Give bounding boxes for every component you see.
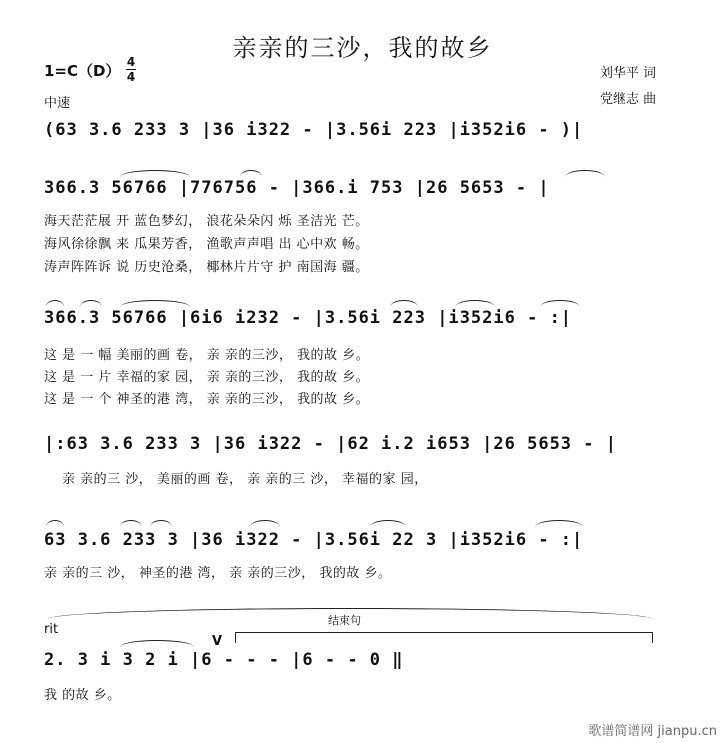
watermark: 歌谱简谱网 jianpu.cn [588,724,717,739]
notes-line-6: 2. 3 i 3 2 i |6 - - - |6 - - 0 ‖ [44,650,404,670]
key-signature: 1=C（D） [44,62,121,80]
time-signature-bottom: 4 [126,70,136,84]
breath-mark: V [212,634,223,649]
lyric-line-2-verse-3: 涛声阵阵诉 说 历史沧桑， 椰林片片守 护 南国海 疆。 [44,260,369,275]
time-signature [126,56,136,83]
lyric-line-2-verse-1: 海天茫茫展 开 蓝色梦幻， 浪花朵朵闪 烁 圣洁光 芒。 [44,214,369,229]
lyric-line-2-verse-2: 海风徐徐飘 来 瓜果芳香， 渔歌声声唱 出 心中欢 畅。 [44,237,369,252]
lyric-line-3-verse-2: 这 是 一 片 幸福的家 园， 亲 亲的三沙， 我的故 乡。 [44,370,370,385]
lyric-line-5: 亲 亲的三 沙， 神圣的港 湾， 亲 亲的三沙， 我的故 乡。 [44,566,392,581]
song-title: 亲亲的三沙，我的故乡 [232,34,493,62]
slur [120,300,190,307]
slur [540,300,580,307]
time-signature-top: 4 [126,55,136,69]
composer-credit: 党继志 曲 [600,92,657,107]
lyric-line-3-verse-3: 这 是 一 个 神圣的港 湾， 亲 亲的三沙， 我的故 乡。 [44,392,370,407]
lyricist-credit: 刘华平 词 [600,66,657,81]
notes-line-4: |:63 3.6 233 3 |36 i322 - |62 i.2 i653 |26 5653 - | [44,434,617,454]
notes-line-1: (63 3.6 233 3 |36 i322 - |3.56i 223 |i352i6 - )| [44,120,584,140]
slur [46,300,64,307]
slur [240,170,262,177]
slur [120,170,190,177]
lyric-line-4: 亲 亲的三 沙， 美丽的画 卷， 亲 亲的三 沙， 幸福的家 园， [62,472,428,487]
slur [120,520,142,527]
slur [370,520,406,527]
rit-marking: rit [44,622,59,637]
notes-line-2: 366.3 56766 |776756 - |366.i 753 |26 5653 - | [44,178,550,198]
tempo-marking: 中速 [44,96,71,111]
notes-line-3: 366.3 56766 |6i6 i232 - |3.56i 223 |i352i6 - :| [44,308,573,328]
slur [535,520,583,527]
notes-line-5: 63 3.6 233 3 |36 i322 - |3.56i 22 3 |i352i6 - :| [44,530,584,550]
slur [120,640,194,647]
lyric-line-3-verse-1: 这 是 一 幅 美丽的画 卷， 亲 亲的三沙， 我的故 乡。 [44,348,370,363]
ending-bracket [235,632,653,643]
slur [565,170,605,177]
slur [455,300,495,307]
lyric-line-6: 我 的故 乡。 [44,688,121,703]
slur [390,300,418,307]
slur [80,300,102,307]
slur [46,520,64,527]
ending-label: 结束句 [328,614,361,627]
slur [250,520,280,527]
slur [150,520,172,527]
